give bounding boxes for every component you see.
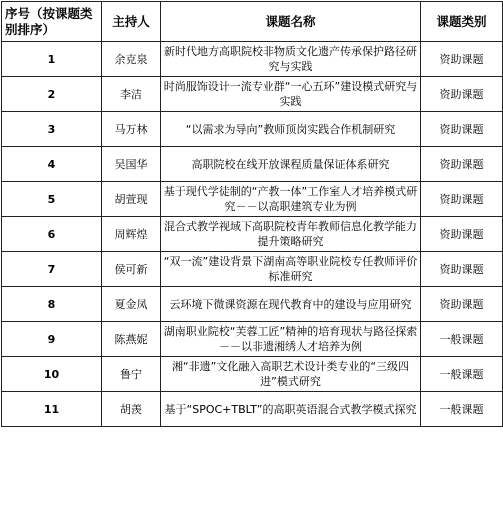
project-category-cell: 资助课题 <box>421 42 503 77</box>
table-row <box>2 42 503 77</box>
project-title-cell: 基于现代学徒制的“产教一体”工作室人才培养模式研究－－以高职建筑专业为例 <box>161 182 421 217</box>
serial-number-cell: 4 <box>2 147 102 182</box>
header-host: 主持人 <box>102 2 161 42</box>
serial-number-cell: 8 <box>2 287 102 322</box>
table-row <box>2 322 503 357</box>
host-cell: 侯可新 <box>102 252 161 287</box>
project-category-cell: 资助课题 <box>421 252 503 287</box>
table-row <box>2 112 503 147</box>
serial-number-cell: 3 <box>2 112 102 147</box>
table-row <box>2 217 503 252</box>
serial-number-cell: 10 <box>2 357 102 392</box>
project-category-cell: 资助课题 <box>421 287 503 322</box>
host-cell: 吴国华 <box>102 147 161 182</box>
project-category-cell: 资助课题 <box>421 147 503 182</box>
project-category-cell: 一般课题 <box>421 357 503 392</box>
host-cell: 陈燕妮 <box>102 322 161 357</box>
project-title-cell: “以需求为导向”教师顶岗实践合作机制研究 <box>161 112 421 147</box>
project-category-cell: 资助课题 <box>421 77 503 112</box>
project-category-cell: 资助课题 <box>421 112 503 147</box>
project-category-cell: 一般课题 <box>421 392 503 427</box>
table-row <box>2 77 503 112</box>
table-row <box>2 392 503 427</box>
project-category-cell: 资助课题 <box>421 217 503 252</box>
host-cell: 马万林 <box>102 112 161 147</box>
project-title-cell: 湘“非遗”文化融入高职艺术设计类专业的“三级四进”模式研究 <box>161 357 421 392</box>
project-title-cell: 混合式教学视域下高职院校青年教师信息化教学能力提升策略研究 <box>161 217 421 252</box>
project-title-cell: 新时代地方高职院校非物质文化遗产传承保护路径研究与实践 <box>161 42 421 77</box>
table-row <box>2 357 503 392</box>
table-row <box>2 252 503 287</box>
host-cell: 鲁宁 <box>102 357 161 392</box>
project-table <box>1 1 503 427</box>
serial-number-cell: 5 <box>2 182 102 217</box>
host-cell: 余克泉 <box>102 42 161 77</box>
serial-number-cell: 6 <box>2 217 102 252</box>
host-cell: 胡羡 <box>102 392 161 427</box>
project-title-cell: 高职院校在线开放课程质量保证体系研究 <box>161 147 421 182</box>
project-title-cell: 基于“SPOC+TBLT”的高职英语混合式教学模式探究 <box>161 392 421 427</box>
project-category-cell: 一般课题 <box>421 322 503 357</box>
serial-number-cell: 9 <box>2 322 102 357</box>
header-project-category: 课题类别 <box>421 2 503 42</box>
serial-number-cell: 1 <box>2 42 102 77</box>
project-title-cell: 时尚服饰设计一流专业群“一心五环”建设模式研究与实践 <box>161 77 421 112</box>
project-title-cell: 云环境下微课资源在现代教育中的建设与应用研究 <box>161 287 421 322</box>
table-row <box>2 147 503 182</box>
serial-number-cell: 2 <box>2 77 102 112</box>
host-cell: 李洁 <box>102 77 161 112</box>
header-project-title: 课题名称 <box>161 2 421 42</box>
header-serial-number: 序号（按课题类别排序） <box>2 2 102 42</box>
serial-number-cell: 11 <box>2 392 102 427</box>
project-category-cell: 资助课题 <box>421 182 503 217</box>
host-cell: 周辉煌 <box>102 217 161 252</box>
table-row <box>2 287 503 322</box>
host-cell: 胡萱现 <box>102 182 161 217</box>
serial-number-cell: 7 <box>2 252 102 287</box>
host-cell: 夏金凤 <box>102 287 161 322</box>
table-header-row <box>2 2 503 42</box>
project-title-cell: 湖南职业院校“芙蓉工匠”精神的培育现状与路径探索－－以非遗湘绣人才培养为例 <box>161 322 421 357</box>
project-title-cell: “双一流”建设背景下湖南高等职业院校专任教师评价标准研究 <box>161 252 421 287</box>
table-row <box>2 182 503 217</box>
